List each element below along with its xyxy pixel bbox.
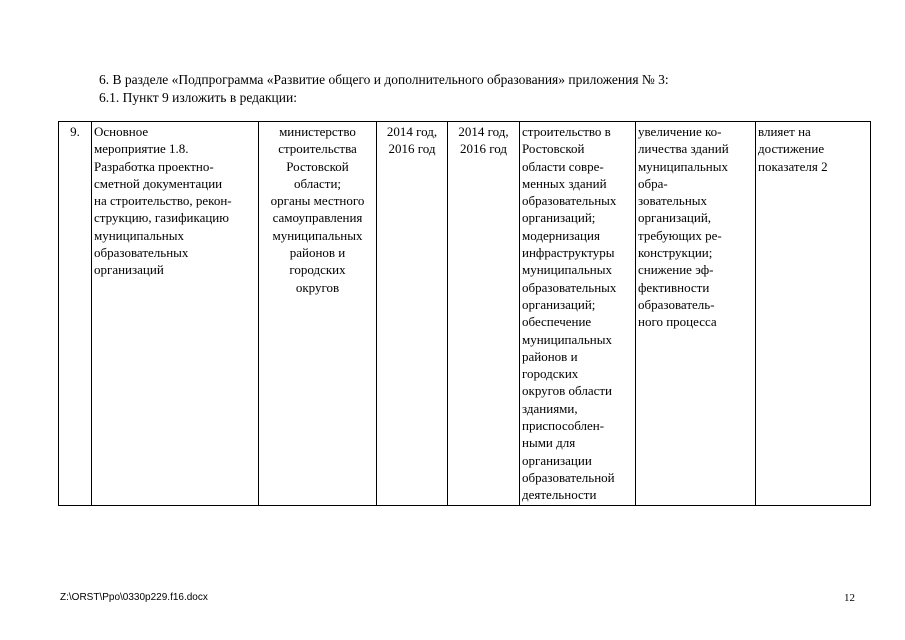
measures-table	[58, 121, 871, 506]
consequences: увеличение ко- личества зданий муниципальных обра- зовательных организаций, требующих ре- конструкции; снижение эф- фективности образователь- ного процесса	[636, 122, 756, 506]
intro-line-1: 6. В разделе «Подпрограмма «Развитие общего и дополнительного образования» приложения № 3:	[99, 72, 669, 87]
expected-result: строительство в Ростовской области совре- менных зданий образовательных организаций; модернизация инфраструктуры муниципальных образовательных организаций; обеспечение муниципальных районов и городских округов области зданиями, приспособлен- ными для организации образовательной деятельности	[520, 122, 636, 506]
measure-name: Основное мероприятие 1.8. Разработка проектно- сметной документации на строительство, рекон- струкцию, газификацию муниципальных образовательных организаций	[92, 122, 259, 506]
start-date: 2014 год, 2016 год	[377, 122, 448, 506]
table-row	[59, 122, 871, 506]
end-date: 2014 год, 2016 год	[448, 122, 520, 506]
intro-text	[99, 71, 669, 107]
file-path: Z:\ORST\Ppo\0330p229.f16.docx	[60, 592, 208, 603]
executor: министерство строительства Ростовской области; органы местного самоуправления муниципальных районов и городских округов	[259, 122, 377, 506]
page-number: 12	[844, 592, 855, 604]
indicator-link: влияет на достижение показателя 2	[756, 122, 871, 506]
row-number: 9.	[59, 122, 92, 506]
intro-line-2: 6.1. Пункт 9 изложить в редакции:	[99, 90, 297, 105]
